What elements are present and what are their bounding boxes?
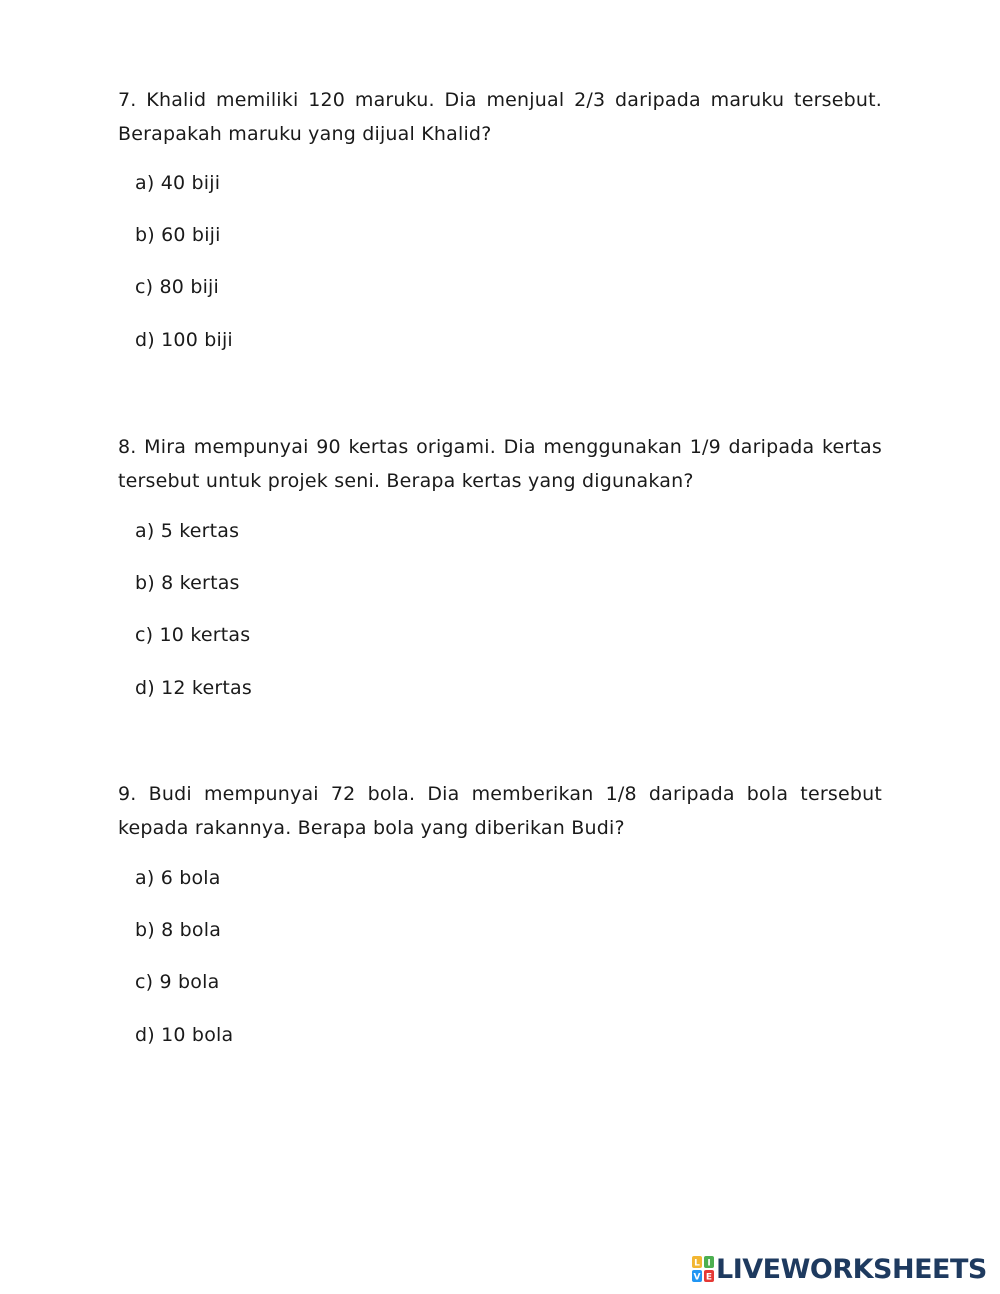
answer-option-d[interactable]: d) 12 kertas: [135, 677, 252, 699]
answer-option-a[interactable]: a) 5 kertas: [135, 520, 240, 542]
liveworksheets-logo: [692, 1253, 987, 1285]
answer-option-b[interactable]: b) 8 kertas: [135, 572, 240, 594]
answer-option-b[interactable]: b) 60 biji: [135, 224, 221, 246]
question-text: 9. Budi mempunyai 72 bola. Dia memberikan 1/8 daripada bola tersebut kepada rakannya. Berapa bola yang diberikan Budi?: [118, 783, 882, 839]
brand-name: LIVEWORKSHEETS: [716, 1253, 987, 1285]
question-text: 7. Khalid memiliki 120 maruku. Dia menjual 2/3 daripada maruku tersebut. Berapakah maruku yang dijual Khalid?: [118, 89, 882, 145]
svg-text:L: L: [694, 1258, 700, 1269]
svg-text:I: I: [707, 1258, 711, 1269]
svg-text:E: E: [705, 1272, 713, 1282]
answer-option-c[interactable]: c) 80 biji: [135, 276, 220, 298]
answer-option-b[interactable]: b) 8 bola: [135, 919, 222, 941]
question-7: [118, 83, 882, 351]
answer-option-d[interactable]: d) 10 bola: [135, 1024, 234, 1046]
answer-option-d[interactable]: d) 100 biji: [135, 329, 233, 351]
liveworksheets-logo-icon: [692, 1256, 714, 1282]
question-8: [118, 430, 882, 699]
answer-option-a[interactable]: a) 40 biji: [135, 172, 221, 194]
question-9: [118, 777, 882, 1046]
question-text: 8. Mira mempunyai 90 kertas origami. Dia menggunakan 1/9 daripada kertas tersebut untuk projek seni. Berapa kertas yang digunakan?: [118, 436, 882, 492]
answer-option-c[interactable]: c) 10 kertas: [135, 624, 251, 646]
answer-option-c[interactable]: c) 9 bola: [135, 971, 220, 993]
svg-text:V: V: [693, 1272, 701, 1282]
answer-option-a[interactable]: a) 6 bola: [135, 867, 221, 889]
